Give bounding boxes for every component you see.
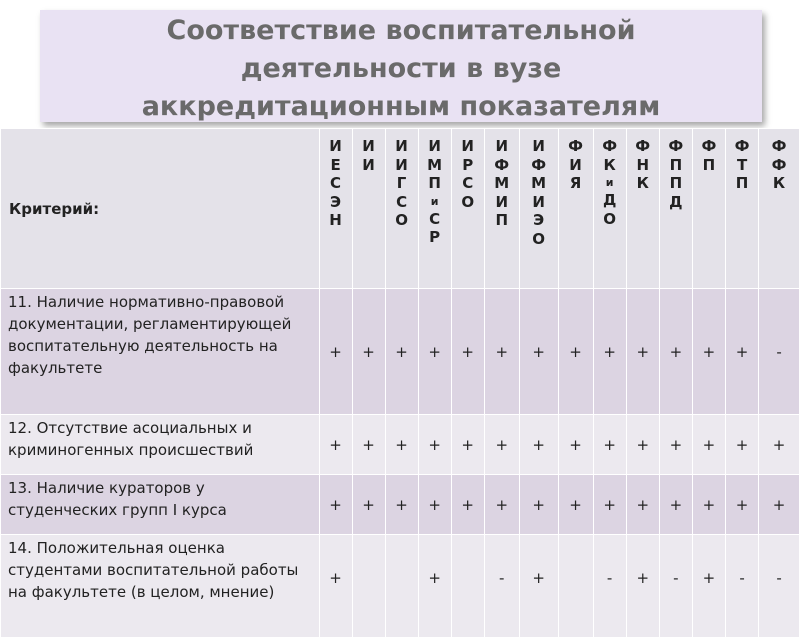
faculty-letter: О (532, 229, 546, 248)
faculty-letter: и (605, 176, 614, 189)
faculty-letter: С (330, 174, 342, 192)
value-cell: + (319, 289, 352, 415)
faculty-letter: Ф (771, 137, 787, 155)
slide-title (40, 12, 762, 126)
table-row (1, 475, 800, 535)
faculty-letter: И (461, 137, 474, 155)
criterion-header: Критерий: (1, 129, 320, 289)
faculty-header (418, 129, 451, 289)
value-cell: + (659, 415, 692, 475)
faculty-letter: К (636, 174, 649, 192)
faculty-letter: Д (602, 191, 617, 209)
faculty-letter: Ф (668, 137, 684, 155)
title-line: деятельности в вузе (240, 53, 562, 84)
value-cell: + (319, 535, 352, 638)
accreditation-table (0, 128, 800, 638)
value-cell: + (558, 289, 593, 415)
faculty-letter: и (430, 194, 439, 208)
value-cell: + (626, 475, 659, 535)
value-cell: + (418, 415, 451, 475)
value-cell: + (726, 475, 759, 535)
faculty-header (659, 129, 692, 289)
value-cell: + (385, 475, 418, 535)
faculty-letter: К (603, 155, 616, 174)
faculty-letter: Ф (635, 137, 651, 155)
faculty-letter: П (702, 155, 716, 174)
faculty-header (593, 129, 626, 289)
value-cell: + (352, 289, 385, 415)
faculty-letter: П (735, 174, 749, 192)
faculty-letter: И (428, 137, 441, 155)
value-cell: + (484, 415, 519, 475)
faculty-letter: М (427, 155, 443, 174)
value-cell: + (484, 289, 519, 415)
faculty-letter: Р (462, 155, 474, 174)
value-cell: + (593, 289, 626, 415)
faculty-header (484, 129, 519, 289)
faculty-letter: М (494, 174, 510, 192)
faculty-letter: С (462, 174, 474, 192)
value-cell (558, 535, 593, 638)
criterion-cell: 14. Положительная оценка студентами воспитательной работы на факультете (в целом, мнение) (1, 535, 320, 638)
faculty-letter: О (461, 192, 475, 211)
value-cell: + (593, 415, 626, 475)
faculty-letter: П (669, 155, 683, 174)
faculty-letter: Ф (734, 137, 750, 155)
faculty-letter: И (395, 155, 408, 174)
value-cell: + (519, 535, 558, 638)
faculty-letter: Н (329, 211, 342, 229)
faculty-letter: И (395, 137, 408, 155)
faculty-letter: Д (669, 192, 683, 211)
value-cell: + (451, 415, 484, 475)
faculty-letter: И (495, 192, 508, 211)
faculty-letter: И (495, 137, 508, 155)
criterion-cell: 11. Наличие нормативно-правовой документации, регламентирующей воспитательную деятельность на факультете (1, 289, 320, 415)
faculty-letter: Р (429, 228, 441, 246)
faculty-letter: Н (636, 155, 650, 174)
faculty-letter: М (531, 174, 547, 192)
faculty-letter: И (329, 137, 342, 155)
faculty-letter: Я (569, 174, 582, 192)
value-cell: + (659, 475, 692, 535)
value-cell: + (484, 475, 519, 535)
table-row (1, 415, 800, 475)
value-cell: + (451, 289, 484, 415)
faculty-letter: П (669, 174, 683, 192)
value-cell: + (659, 289, 692, 415)
faculty-header (319, 129, 352, 289)
faculty-letter: Ф (602, 137, 618, 155)
value-cell: + (692, 415, 725, 475)
faculty-header (692, 129, 725, 289)
value-cell (451, 535, 484, 638)
value-cell: - (759, 289, 800, 415)
value-cell: + (692, 289, 725, 415)
value-cell: - (593, 535, 626, 638)
faculty-header (626, 129, 659, 289)
faculty-header (352, 129, 385, 289)
value-cell: + (519, 475, 558, 535)
faculty-letter: О (603, 209, 617, 228)
value-cell: + (726, 289, 759, 415)
title-line: аккредитационным показателям (141, 91, 661, 122)
value-cell: + (759, 415, 800, 475)
faculty-letter: О (395, 211, 408, 229)
value-cell: - (659, 535, 692, 638)
faculty-letter: Ф (494, 155, 510, 174)
faculty-letter: Ф (568, 137, 584, 155)
faculty-letter: И (362, 137, 375, 155)
value-cell: + (319, 415, 352, 475)
table-row (1, 535, 800, 638)
value-cell: + (519, 415, 558, 475)
value-cell: + (418, 289, 451, 415)
value-cell: + (626, 535, 659, 638)
faculty-header (385, 129, 418, 289)
value-cell: + (385, 289, 418, 415)
value-cell: + (692, 535, 725, 638)
faculty-header (759, 129, 800, 289)
faculty-letter: К (772, 174, 786, 192)
value-cell: - (726, 535, 759, 638)
faculty-header (519, 129, 558, 289)
value-cell: + (418, 475, 451, 535)
faculty-letter: П (428, 174, 441, 192)
faculty-letter: Ф (531, 155, 547, 174)
value-cell: + (692, 475, 725, 535)
faculty-letter: Е (330, 155, 341, 174)
value-cell: + (626, 415, 659, 475)
value-cell: + (352, 415, 385, 475)
value-cell: + (352, 475, 385, 535)
faculty-letter: И (362, 155, 375, 174)
faculty-letter: И (569, 155, 582, 174)
faculty-header (558, 129, 593, 289)
value-cell: + (726, 415, 759, 475)
value-cell: + (558, 475, 593, 535)
value-cell: + (626, 289, 659, 415)
value-cell: + (418, 535, 451, 638)
table-row (1, 289, 800, 415)
value-cell: + (558, 415, 593, 475)
value-cell: + (593, 475, 626, 535)
criterion-cell: 12. Отсутствие асоциальных и криминогенных происшествий (1, 415, 320, 475)
faculty-letter: И (532, 192, 545, 211)
faculty-letter: Э (533, 211, 545, 229)
faculty-letter: С (429, 209, 441, 228)
faculty-letter: С (396, 192, 408, 211)
faculty-letter: И (532, 137, 545, 155)
faculty-letter: Т (736, 155, 748, 174)
faculty-letter: Ф (771, 155, 787, 174)
title-line: Соответствие воспитательной (166, 15, 636, 46)
value-cell: + (759, 475, 800, 535)
criterion-cell: 13. Наличие кураторов у студенческих групп I курса (1, 475, 320, 535)
value-cell: + (319, 475, 352, 535)
value-cell (352, 535, 385, 638)
faculty-letter: Э (330, 192, 342, 211)
faculty-letter: П (495, 211, 508, 229)
faculty-letter: Ф (701, 137, 717, 155)
value-cell: - (759, 535, 800, 638)
value-cell (385, 535, 418, 638)
value-cell: + (519, 289, 558, 415)
value-cell: + (385, 415, 418, 475)
value-cell: + (451, 475, 484, 535)
value-cell: - (484, 535, 519, 638)
header-row (1, 129, 800, 289)
faculty-header (726, 129, 759, 289)
faculty-header (451, 129, 484, 289)
faculty-letter: Г (396, 174, 407, 192)
